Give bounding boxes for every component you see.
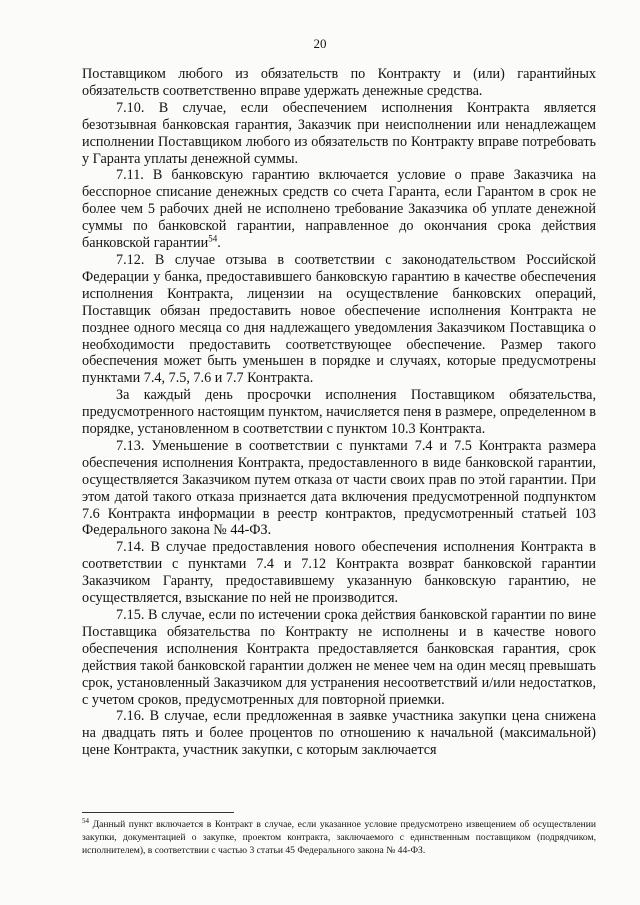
paragraph-7-11 [82,167,596,252]
paragraph-7-12: 7.12. В случае отзыва в соответствии с законодательством Российской Федерации у банка, предоставившего банковскую гарантию в качестве обеспечения исполнения Контракта, лицензии на осуществление банковских операций, Поставщик обязан предоставить новое обеспечение исполнения Контракта не позднее одного месяца со дня надлежащего уведомления Заказчиком Поставщика о необходимости предоставить соответствующее обеспечение. Размер такого обеспечения может быть уменьшен в порядке и случаях, которые предусмотрены пунктами 7.4, 7.5, 7.6 и 7.7 Контракта. [82,251,596,387]
footnote-number: 54 [82,816,89,825]
page-number: 20 [313,36,327,51]
footnote-text: Данный пункт включается в Контракт в случае, если указанное условие предусмотрено извещением об осуществлении закупки, документацией о закупке, проектом контракта, заключаемого с единственным поставщиком (подрядчиком, исполнителем), в соответствии с частью 3 статьи 45 Федерального закона № 44-ФЗ. [82,819,596,857]
paragraph-7-14: 7.14. В случае предоставления нового обеспечения исполнения Контракта в соответствии с пунктами 7.4 и 7.12 Контракта возврат банковской гарантии Заказчиком Гаранту, предоставившему указанную банковскую гарантию, не осуществляется, взыскание по ней не производится. [82,539,596,607]
paragraph-7-11-end: . [217,235,221,252]
paragraph-continuation: Поставщиком любого из обязательств по Контракту и (или) гарантийных обязательств соответственно вправе удержать денежные средства. [82,66,596,99]
footnote [82,818,596,858]
paragraph-7-13: 7.13. Уменьшение в соответствии с пунктами 7.4 и 7.5 Контракта размера обеспечения исполнения Контракта, предоставленного в виде банковской гарантии, осуществляется Заказчиком путем отказа от части своих прав по этой гарантии. При этом датой такого отказа признается дата включения предусмотренной подпунктом 7.6 Контракта информации в реестр контрактов, предусмотренный статьей 103 Федерального закона № 44-ФЗ. [82,437,596,539]
footnote-divider [82,812,234,813]
paragraph-penalty: За каждый день просрочки исполнения Поставщиком обязательства, предусмотренного настоящим пунктом, начисляется пеня в размере, определенном в порядке, установленном в соответствии с пунктом 10.3 Контракта. [82,387,596,438]
paragraph-7-11-text: 7.11. В банковскую гарантию включается условие о праве Заказчика на бесспорное списание денежных средств со счета Гаранта, если Гарантом в срок не более чем 5 рабочих дней не исполнено требование Заказчика об уплате денежной суммы по банковской гарантии, направленное до окончания срока действия банковской гарантии [82,167,596,252]
paragraph-7-10: 7.10. В случае, если обеспечением исполнения Контракта является безотзывная банковская гарантия, Заказчик при неисполнении или ненадлежащем исполнении Поставщиком любого из обязательств по Контракту вправе потребовать у Гаранта уплаты денежной суммы. [82,99,596,167]
paragraph-7-15: 7.15. В случае, если по истечении срока действия банковской гарантии по вине Поставщика обязательства по Контракту не исполнены и в качестве нового обеспечения исполнения Контракта предоставляется банковская гарантия, срок действия такой банковской гарантии должен не менее чем на один месяц превышать срок, установленный Заказчиком для устранения несоответствий и/или недостатков, с учетом сроков, предусмотренных для повторной приемки. [82,607,596,708]
paragraph-7-16: 7.16. В случае, если предложенная в заявке участника закупки цена снижена на двадцать пять и более процентов по отношению к начальной (максимальной) цене Контракта, участник закупки, с которым заключается [82,708,596,759]
body-text [82,66,596,759]
footnote-reference[interactable]: 54 [208,233,218,244]
